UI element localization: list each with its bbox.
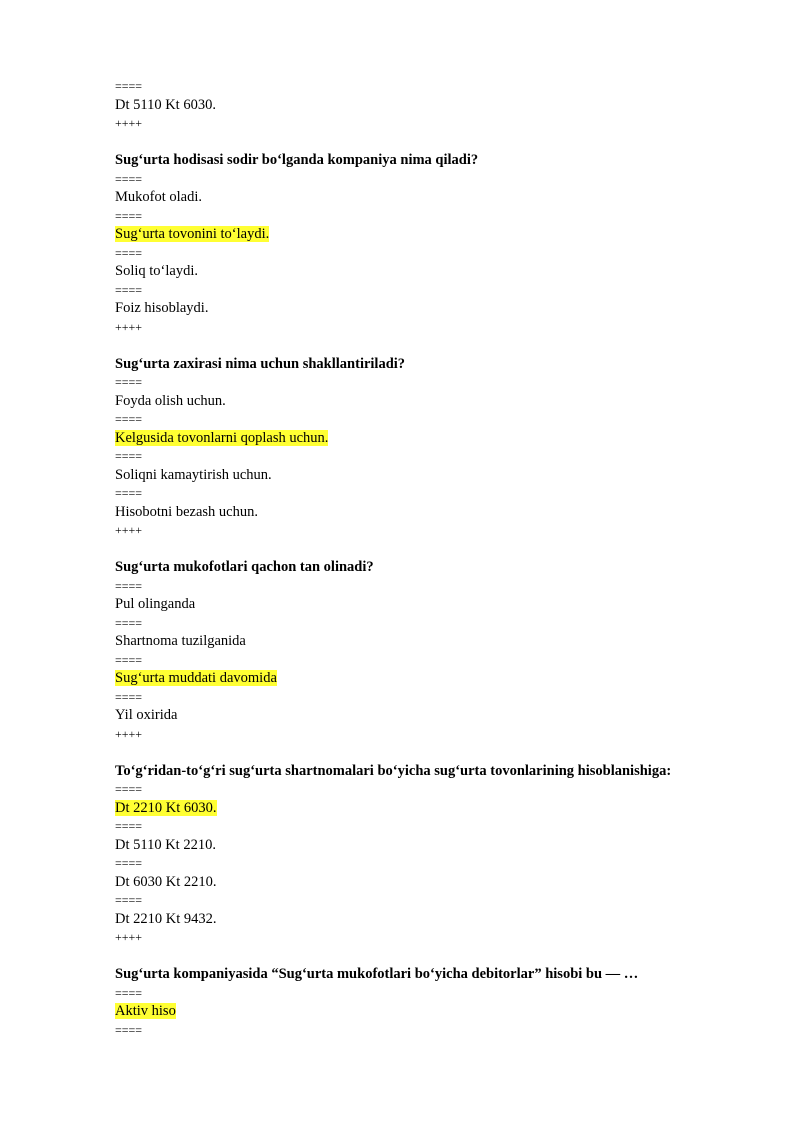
answer-option	[115, 299, 775, 318]
answer-option	[115, 503, 775, 522]
answer-option	[115, 873, 775, 892]
correct-answer-option	[115, 799, 775, 818]
answer-option-text: Sug‘urta tovonini to‘laydi.	[115, 226, 270, 242]
answer-option-text: Aktiv hiso	[115, 1003, 176, 1019]
answer-option	[115, 706, 775, 725]
option-separator: ====	[115, 245, 143, 260]
answer-option-text: Dt 2210 Kt 6030.	[115, 799, 217, 816]
question-end-marker: ++++	[115, 116, 143, 130]
correct-answer-option	[115, 669, 775, 688]
answer-option-text: Pul olinganda	[115, 596, 196, 612]
option-separator: ====	[115, 652, 143, 667]
answer-option-text: Dt 6030 Kt 2210.	[115, 873, 217, 890]
option-separator: ====	[115, 782, 143, 796]
option-separator: ====	[115, 79, 143, 93]
option-separator: ====	[115, 1022, 143, 1037]
answer-option-text: Hisobotni bezash uchun.	[115, 503, 258, 520]
answer-option-text: Sug‘urta muddati davomida	[115, 670, 277, 686]
answer-option	[115, 632, 775, 651]
option-separator: ====	[115, 578, 143, 593]
option-separator: ====	[115, 615, 143, 630]
option-separator: ====	[115, 856, 143, 870]
answer-option-text: Shartnoma tuzilganida	[115, 633, 246, 649]
answer-option	[115, 96, 775, 115]
question-end-marker: ++++	[115, 523, 143, 537]
option-separator: ====	[115, 171, 143, 186]
question-text: To‘g‘ridan-to‘g‘ri sug‘urta shartnomalari bo‘yicha sug‘urta tovonlarining hisoblanishiga:	[115, 762, 672, 779]
option-separator: ====	[115, 689, 143, 704]
answer-option-text: Soliqni kamaytirish uchun.	[115, 466, 272, 483]
option-separator: ====	[115, 893, 143, 907]
question-text: Sug‘urta mukofotlari qachon tan olinadi?	[115, 559, 374, 575]
option-separator: ====	[115, 486, 143, 500]
option-separator: ====	[115, 985, 143, 1000]
answer-option-text: Dt 5110 Kt 2210.	[115, 836, 216, 853]
option-separator: ====	[115, 449, 143, 463]
answer-option	[115, 188, 775, 207]
answer-option-text: Dt 2210 Kt 9432.	[115, 910, 217, 927]
option-separator: ====	[115, 819, 143, 833]
option-separator: ====	[115, 282, 143, 297]
answer-option-text: Foiz hisoblaydi.	[115, 300, 209, 316]
answer-option-text: Mukofot oladi.	[115, 189, 202, 205]
option-separator: ====	[115, 375, 143, 389]
question-end-marker: ++++	[115, 930, 143, 944]
answer-option	[115, 262, 775, 281]
question-text: Sug‘urta zaxirasi nima uchun shakllantiriladi?	[115, 355, 406, 372]
answer-option-text: Yil oxirida	[115, 707, 178, 723]
question-end-marker: ++++	[115, 319, 143, 334]
question-end-marker: ++++	[115, 726, 143, 741]
answer-option-text: Soliq to‘laydi.	[115, 263, 198, 279]
answer-option	[115, 910, 775, 929]
document-body	[115, 77, 775, 1039]
correct-answer-option	[115, 1002, 775, 1021]
answer-option-text: Foyda olish uchun.	[115, 392, 226, 409]
option-separator: ====	[115, 412, 143, 426]
correct-answer-option	[115, 429, 775, 448]
answer-option-text: Dt 5110 Kt 6030.	[115, 96, 216, 113]
answer-option	[115, 392, 775, 411]
option-separator: ====	[115, 208, 143, 223]
question-text: Sug‘urta kompaniyasida “Sug‘urta mukofotlari bo‘yicha debitorlar” hisobi bu — …	[115, 966, 639, 982]
answer-option	[115, 595, 775, 614]
question-text: Sug‘urta hodisasi sodir bo‘lganda kompaniya nima qiladi?	[115, 152, 479, 168]
answer-option-text: Kelgusida tovonlarni qoplash uchun.	[115, 429, 329, 446]
correct-answer-option	[115, 225, 775, 244]
answer-option	[115, 836, 775, 855]
answer-option	[115, 466, 775, 485]
